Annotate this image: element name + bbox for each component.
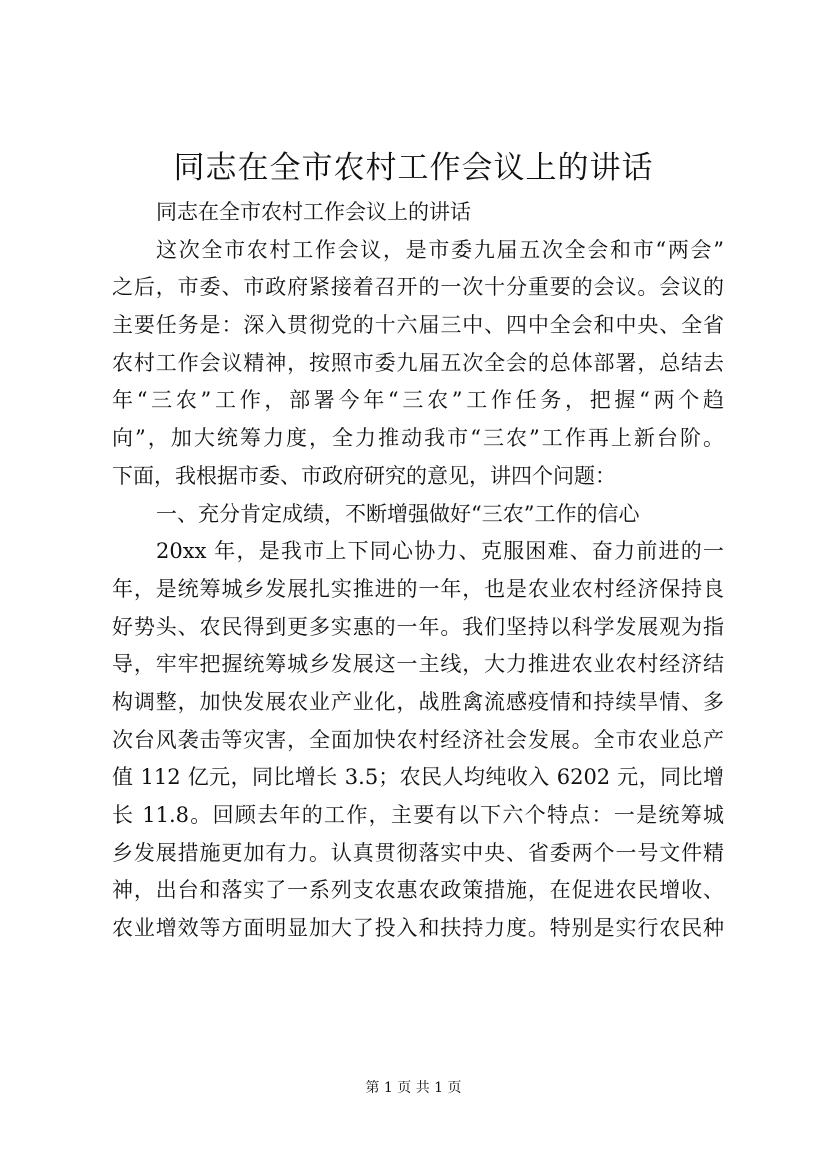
body-line: 值 112 亿元，同比增长 3.5；农民人均纯收入 6202 元，同比增 xyxy=(112,765,724,790)
body-line: 导，牢牢把握统筹城乡发展这一主线，大力推进农业农村经济结 xyxy=(112,652,724,677)
body-line: 乡发展措施更加有力。认真贯彻落实中央、省委两个一号文件精 xyxy=(112,840,724,865)
body-line: 下面，我根据市委、市政府研究的意见，讲四个问题： xyxy=(112,463,616,488)
body-line: 年“三农”工作，部署今年“三农”工作任务，把握“两个趋 xyxy=(112,388,724,413)
body-line: 神，出台和落实了一系列支农惠农政策措施，在促进农民增收、 xyxy=(112,878,724,903)
body-line: 好势头、农民得到更多实惠的一年。我们坚持以科学发展观为指 xyxy=(112,614,724,639)
page-footer: 第 1 页 共 1 页 xyxy=(365,1080,462,1096)
body-line: 次台风袭击等灾害，全面加快农村经济社会发展。全市农业总产 xyxy=(112,727,724,752)
document-title: 同志在全市农村工作会议上的讲话 xyxy=(173,150,654,186)
body-line: 向”，加大统筹力度，全力推动我市“三农”工作再上新台阶。 xyxy=(112,426,724,451)
section-heading: 一、充分肯定成绩，不断增强做好“三农”工作的信心 xyxy=(156,501,640,526)
body-line: 长 11.8。回顾去年的工作，主要有以下六个特点：一是统筹城 xyxy=(112,803,724,827)
body-line: 同志在全市农村工作会议上的讲话 xyxy=(156,200,471,224)
body-line: 主要任务是：深入贯彻党的十六届三中、四中全会和中央、全省 xyxy=(112,313,724,338)
body-line: 之后，市委、市政府紧接着召开的一次十分重要的会议。会议的 xyxy=(112,275,724,300)
document-body xyxy=(112,194,724,948)
body-line: 构调整，加快发展农业产业化，战胜禽流感疫情和持续旱情、多 xyxy=(112,689,724,714)
body-line: 农村工作会议精神，按照市委九届五次全会的总体部署，总结去 xyxy=(112,350,724,375)
body-line: 年，是统筹城乡发展扎实推进的一年，也是农业农村经济保持良 xyxy=(112,576,724,601)
body-line: 这次全市农村工作会议，是市委九届五次全会和市“两会” xyxy=(156,237,724,262)
body-line: 20xx 年，是我市上下同心协力、克服困难、奋力前进的一 xyxy=(156,539,724,564)
body-line: 农业增效等方面明显加大了投入和扶持力度。特别是实行农民种 xyxy=(112,916,724,941)
